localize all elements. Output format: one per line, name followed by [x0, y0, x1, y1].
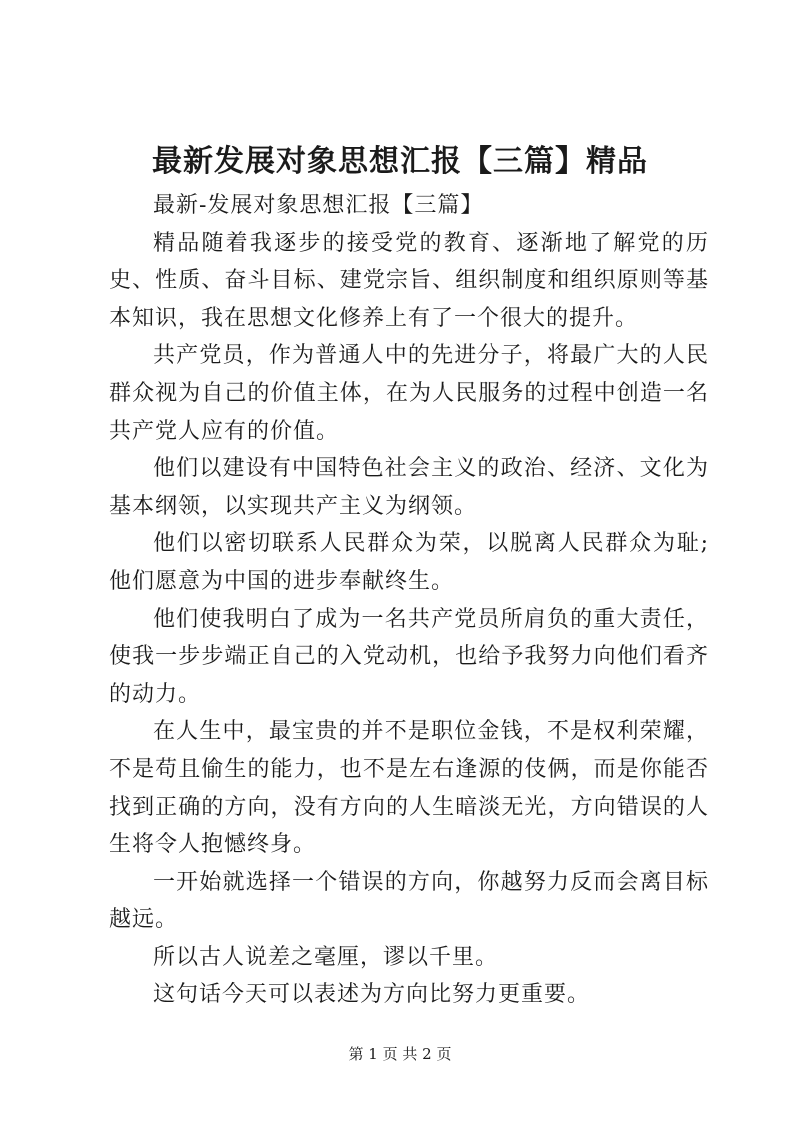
paragraph: 所以古人说差之毫厘，谬以千里。 — [153, 944, 499, 970]
document-title: 最新发展对象思想汇报【三篇】精品 — [152, 144, 648, 179]
page-footer: 第 1 页 共 2 页 — [348, 1045, 452, 1063]
paragraph: 共产党员，作为普通人中的先进分子，将最广大的人民群众视为自己的价值主体，在为人民服务的过程中创造一名共产党人应有的价值。 — [109, 343, 709, 444]
paragraph: 精品随着我逐步的接受党的教育、逐渐地了解党的历史、性质、奋斗目标、建党宗旨、组织制度和组织原则等基本知识，我在思想文化修养上有了一个很大的提升。 — [109, 230, 709, 331]
paragraph: 他们使我明白了成为一名共产党员所肩负的重大责任，使我一步步端正自己的入党动机，也给予我努力向他们看齐的动力。 — [109, 606, 709, 707]
paragraph-subtitle: 最新-发展对象思想汇报【三篇】 — [153, 193, 484, 218]
paragraph: 这句话今天可以表述为方向比努力更重要。 — [153, 982, 591, 1008]
document-body — [109, 187, 709, 1014]
paragraph: 他们以建设有中国特色社会主义的政治、经济、文化为基本纲领，以实现共产主义为纲领。 — [109, 456, 709, 519]
paragraph: 一开始就选择一个错误的方向，你越努力反而会离目标越远。 — [109, 869, 709, 933]
paragraph: 在人生中，最宝贵的并不是职位金钱，不是权利荣耀，不是苟且偷生的能力，也不是左右逢源的伎俩，而是你能否找到正确的方向，没有方向的人生暗淡无光，方向错误的人生将令人抱憾终身。 — [109, 719, 709, 858]
paragraph: 他们以密切联系人民群众为荣，以脱离人民群众为耻;他们愿意为中国的进步奉献终生。 — [109, 531, 709, 594]
